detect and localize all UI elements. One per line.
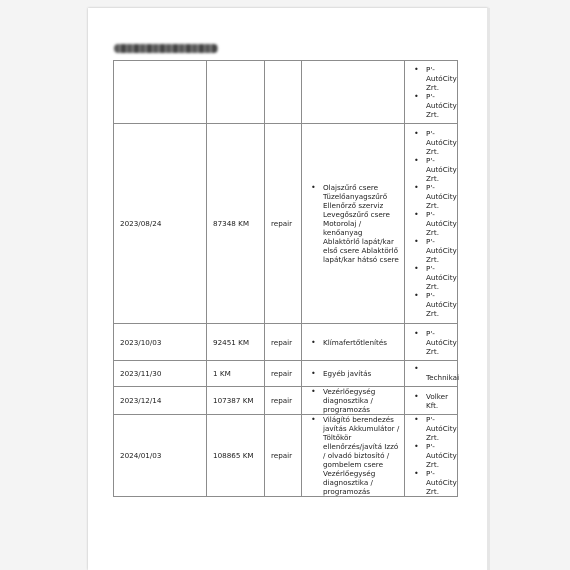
- provider-item: • P'-AutóCity Zrt.: [411, 329, 457, 356]
- description-list: [308, 415, 404, 496]
- date-cell: 2024/01/03: [114, 415, 207, 497]
- provider-item: • P'-AutóCity Zrt.: [411, 92, 457, 119]
- page-edge: [487, 8, 490, 570]
- provider-list: [411, 129, 457, 318]
- provider-cell: [405, 415, 458, 497]
- table-row: [114, 415, 458, 497]
- provider-item: • P'-AutóCity Zrt.: [411, 183, 457, 210]
- provider-item: • P'-AutóCity Zrt.: [411, 237, 457, 264]
- description-list: [308, 369, 404, 378]
- type-cell: repair: [265, 415, 302, 497]
- mileage-cell: 107387 KM: [207, 387, 265, 415]
- provider-cell: [405, 387, 458, 415]
- provider-list: [411, 329, 457, 356]
- description-item: • Klímafertőtlenítés: [308, 338, 404, 347]
- provider-item: [411, 365, 457, 373]
- provider-item: • P'-AutóCity Zrt.: [411, 65, 457, 92]
- date-cell: [114, 61, 207, 124]
- blurred-header-mark: [114, 44, 218, 53]
- description-cell: [302, 324, 405, 361]
- service-history-table: [113, 60, 458, 497]
- description-cell: [302, 387, 405, 415]
- date-cell: 2023/11/30: [114, 361, 207, 387]
- provider-item: • P'-AutóCity Zrt.: [411, 129, 457, 156]
- provider-item: • P'-AutóCity Zrt.: [411, 210, 457, 237]
- description-list: [308, 387, 404, 414]
- type-cell: [265, 61, 302, 124]
- blurred-header: [114, 44, 218, 53]
- table-row: [114, 61, 458, 124]
- type-cell: repair: [265, 124, 302, 324]
- date-cell: 2023/08/24: [114, 124, 207, 324]
- mileage-cell: 1 KM: [207, 361, 265, 387]
- provider-cell: [405, 324, 458, 361]
- provider-cell: [405, 61, 458, 124]
- provider-list: [411, 392, 457, 410]
- description-cell: [302, 361, 405, 387]
- provider-cell: [405, 361, 458, 387]
- description-cell: [302, 61, 405, 124]
- type-cell: repair: [265, 361, 302, 387]
- provider-list: [411, 415, 457, 496]
- table-row: [114, 324, 458, 361]
- provider-cell: [405, 124, 458, 324]
- provider-list: [411, 365, 460, 382]
- provider-item: • Volker Kft.: [411, 392, 457, 410]
- provider-item: • P'-AutóCity Zrt.: [411, 264, 457, 291]
- mileage-cell: [207, 61, 265, 124]
- provider-item: • P'-AutóCity Zrt.: [411, 469, 457, 496]
- date-cell: 2023/10/03: [114, 324, 207, 361]
- type-cell: repair: [265, 387, 302, 415]
- type-cell: repair: [265, 324, 302, 361]
- description-cell: [302, 415, 405, 497]
- description-list: [308, 338, 404, 347]
- description-cell: [302, 124, 405, 324]
- provider-item: Technikai: [426, 373, 460, 382]
- date-cell: 2023/12/14: [114, 387, 207, 415]
- table-row: [114, 361, 458, 387]
- provider-item: • P'-AutóCity Zrt.: [411, 291, 457, 318]
- mileage-cell: 87348 KM: [207, 124, 265, 324]
- mileage-cell: 92451 KM: [207, 324, 265, 361]
- provider-list: [411, 65, 457, 119]
- description-list: [308, 183, 404, 264]
- description-item: • Olajszűrő csere Tüzelőanyagszűrő Ellenőrző szerviz Levegőszűrő csere Motorolaj / kenőanyag Ablaktörlő lapát/kar első csere Ablaktörlő lapát/kar hátsó csere: [308, 183, 404, 264]
- mileage-cell: 108865 KM: [207, 415, 265, 497]
- table-row: [114, 124, 458, 324]
- description-item: • Vezérlőegység diagnosztika / programozás: [308, 387, 404, 414]
- description-item: • Egyéb javítás: [308, 369, 404, 378]
- table-row: [114, 387, 458, 415]
- provider-item: • P'-AutóCity Zrt.: [411, 156, 457, 183]
- description-item: • Világító berendezés javítás Akkumulátor / Töltőkör ellenőrzés/javítá Izzó / olvadó biztosító / gombelem csere Vezérlőegység diagnosztika / programozás: [308, 415, 404, 496]
- provider-item: • P'-AutóCity Zrt.: [411, 442, 457, 469]
- provider-item: • P'-AutóCity Zrt.: [411, 415, 457, 442]
